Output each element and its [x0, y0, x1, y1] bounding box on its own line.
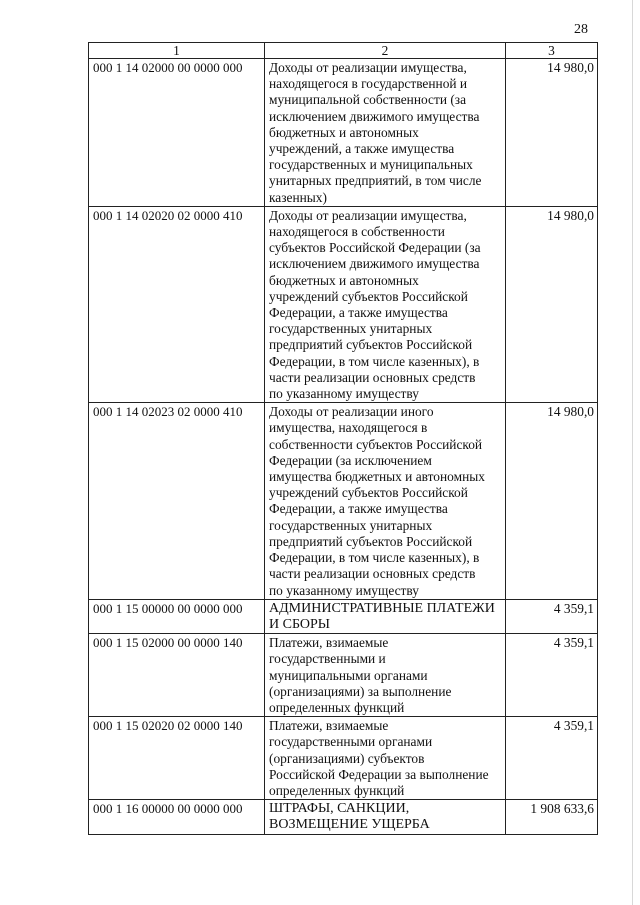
- row-amount: 14 980,0: [506, 206, 598, 402]
- row-code: 000 1 15 02000 00 0000 140: [89, 634, 265, 717]
- table-row: [89, 403, 598, 599]
- column-header-code: 1: [89, 43, 265, 59]
- scan-edge-line: [632, 0, 633, 905]
- row-amount: 4 359,1: [506, 717, 598, 800]
- row-code: 000 1 15 00000 00 0000 000: [89, 599, 265, 633]
- table-row: [89, 634, 598, 717]
- column-header-name: 2: [265, 43, 506, 59]
- row-name: Платежи, взимаемые государственными органами (организациями) субъектов Российской Федерации за выполнение определенных функций: [265, 717, 506, 800]
- budget-revenue-table: [88, 42, 598, 835]
- row-amount: 14 980,0: [506, 59, 598, 207]
- row-amount: 1 908 633,6: [506, 800, 598, 834]
- row-code: 000 1 14 02000 00 0000 000: [89, 59, 265, 207]
- row-name: Доходы от реализации иного имущества, находящегося в собственности субъектов Российской Федерации (за исключением имущества бюджетных и автономных учреждений субъектов Российской Федерации, а также имущества государственных унитарных предприятий субъектов Российской Федерации, в том числе казенных), в части реализации основных средств по указанному имуществу: [265, 403, 506, 599]
- table-row: [89, 800, 598, 834]
- row-code: 000 1 16 00000 00 0000 000: [89, 800, 265, 834]
- row-name: Доходы от реализации имущества, находящегося в государственной и муниципальной собственности (за исключением движимого имущества бюджетных и автономных учреждений, а также имущества государственных и муниципальных унитарных предприятий, в том числе казенных): [265, 59, 506, 207]
- table-row: [89, 206, 598, 402]
- row-amount: 14 980,0: [506, 403, 598, 599]
- row-name: АДМИНИСТРАТИВНЫЕ ПЛАТЕЖИ И СБОРЫ: [265, 599, 506, 633]
- table-header-row: [89, 43, 598, 59]
- row-code: 000 1 14 02023 02 0000 410: [89, 403, 265, 599]
- row-code: 000 1 14 02020 02 0000 410: [89, 206, 265, 402]
- row-name: ШТРАФЫ, САНКЦИИ, ВОЗМЕЩЕНИЕ УЩЕРБА: [265, 800, 506, 834]
- table-row: [89, 599, 598, 633]
- table-row: [89, 717, 598, 800]
- table-row: [89, 59, 598, 207]
- page-number: 28: [574, 22, 588, 37]
- row-amount: 4 359,1: [506, 634, 598, 717]
- row-amount: 4 359,1: [506, 599, 598, 633]
- column-header-amount: 3: [506, 43, 598, 59]
- row-name: Платежи, взимаемые государственными и муниципальными органами (организациями) за выполнение определенных функций: [265, 634, 506, 717]
- row-name: Доходы от реализации имущества, находящегося в собственности субъектов Российской Федерации (за исключением движимого имущества бюджетных и автономных учреждений субъектов Российской Федерации, а также имущества государственных унитарных предприятий субъектов Российской Федерации, в том числе казенных), в части реализации основных средств по указанному имуществу: [265, 206, 506, 402]
- row-code: 000 1 15 02020 02 0000 140: [89, 717, 265, 800]
